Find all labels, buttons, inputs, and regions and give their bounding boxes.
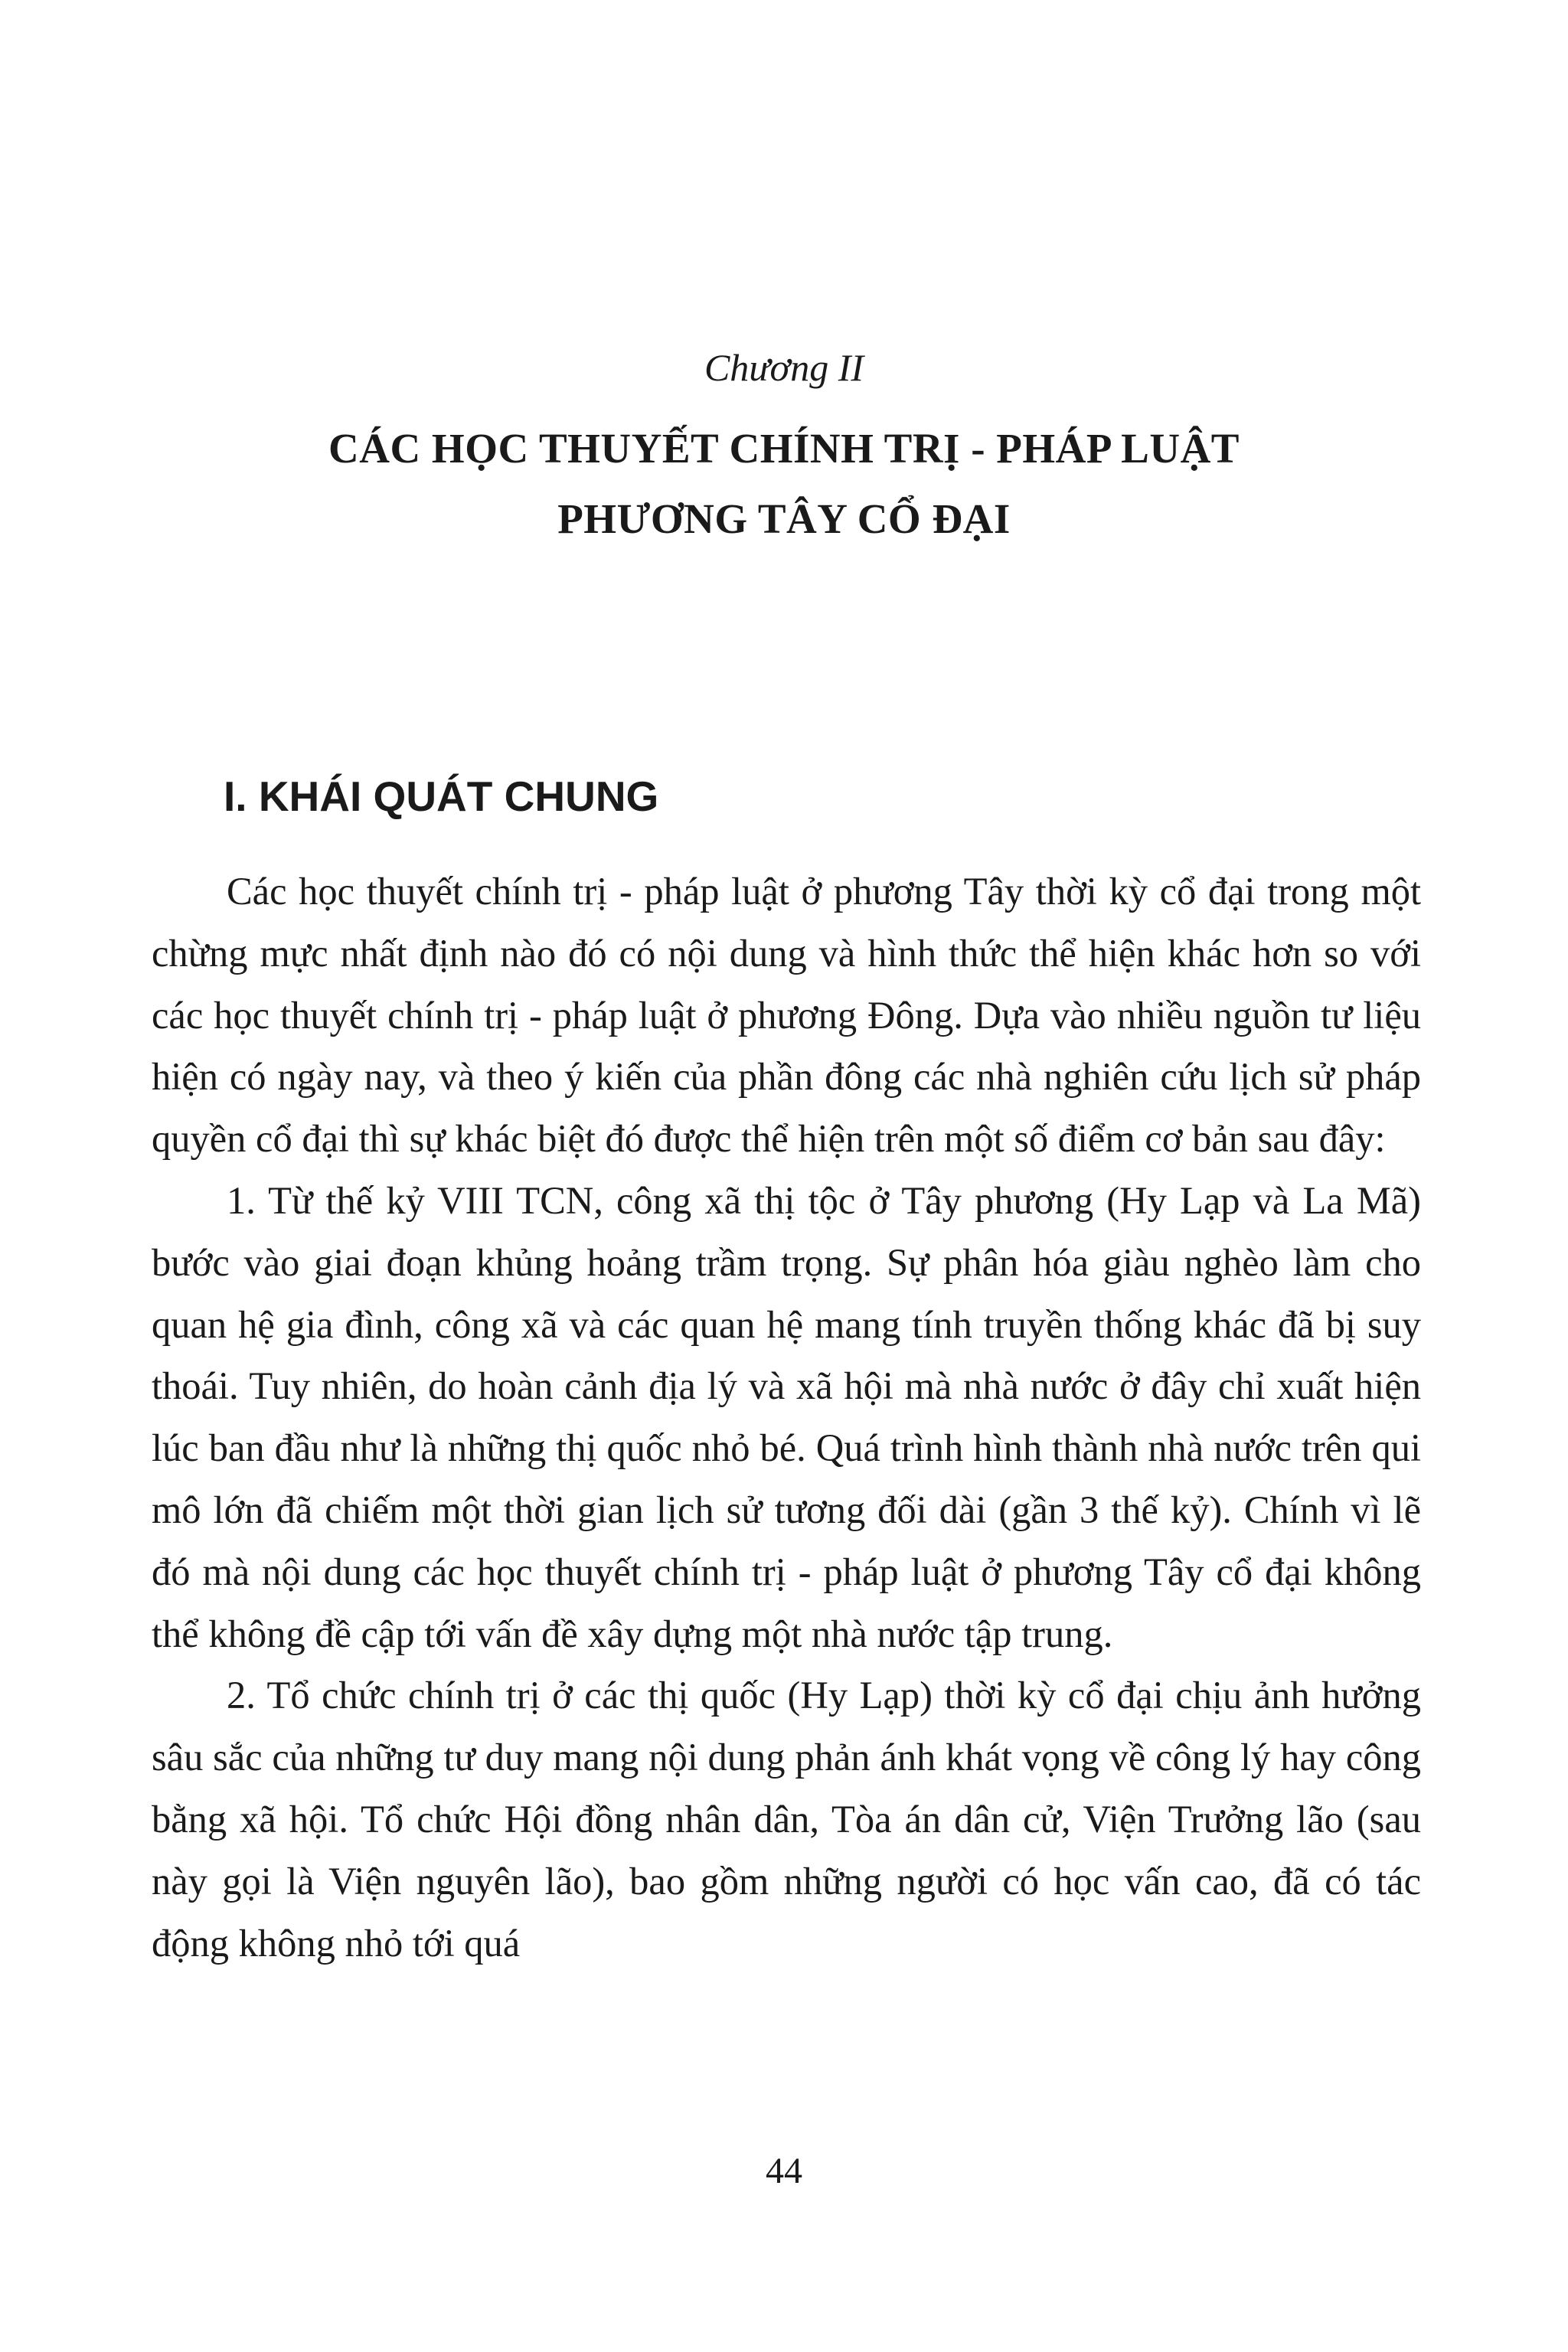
section-heading: I. KHÁI QUÁT CHUNG	[224, 773, 659, 820]
page-number: 44	[766, 2151, 802, 2191]
chapter-title-line-2: PHƯƠNG TÂY CỔ ĐẠI	[557, 495, 1011, 542]
paragraph-point-1: 1. Từ thế kỷ VIII TCN, công xã thị tộc ở Tây phương (Hy Lạp và La Mã) bước vào giai đoạn khủng hoảng trầm trọng. Sự phân hóa giàu nghèo làm cho quan hệ gia đình, công xã và các quan hệ mang tính truyền thống khác đã bị suy thoái. Tuy nhiên, do hoàn cảnh địa lý và xã hội mà nhà nước ở đây chỉ xuất hiện lúc ban đầu như là những thị quốc nhỏ bé. Quá trình hình thành nhà nước trên qui mô lớn đã chiếm một thời gian lịch sử tương đối dài (gần 3 thế kỷ). Chính vì lẽ đó mà nội dung các học thuyết chính trị - pháp luật ở phương Tây cổ đại không thể không đề cập tới vấn đề xây dựng một nhà nước tập trung.	[152, 1178, 1421, 1655]
body-text	[152, 861, 1421, 1974]
chapter-label: Chương II	[704, 346, 864, 389]
paragraph-intro: Các học thuyết chính trị - pháp luật ở phương Tây thời kỳ cổ đại trong một chừng mực nhất định nào đó có nội dung và hình thức thể hiện khác hơn so với các học thuyết chính trị - pháp luật ở phương Đông. Dựa vào nhiều nguồn tư liệu hiện có ngày nay, và theo ý kiến của phần đông các nhà nghiên cứu lịch sử pháp quyền cổ đại thì sự khác biệt đó được thể hiện trên một số điểm cơ bản sau đây:	[152, 870, 1421, 1161]
chapter-title-line-1: CÁC HỌC THUYẾT CHÍNH TRỊ - PHÁP LUẬT	[328, 425, 1240, 472]
chapter-title	[0, 413, 1568, 554]
paragraph-point-2: 2. Tổ chức chính trị ở các thị quốc (Hy Lạp) thời kỳ cổ đại chịu ảnh hưởng sâu sắc của những tư duy mang nội dung phản ánh khát vọng về công lý hay công bằng xã hội. Tổ chức Hội đồng nhân dân, Tòa án dân cử, Viện Trưởng lão (sau này gọi là Viện nguyên lão), bao gồm những người có học vấn cao, đã có tác động không nhỏ tới quá	[152, 1674, 1421, 1965]
